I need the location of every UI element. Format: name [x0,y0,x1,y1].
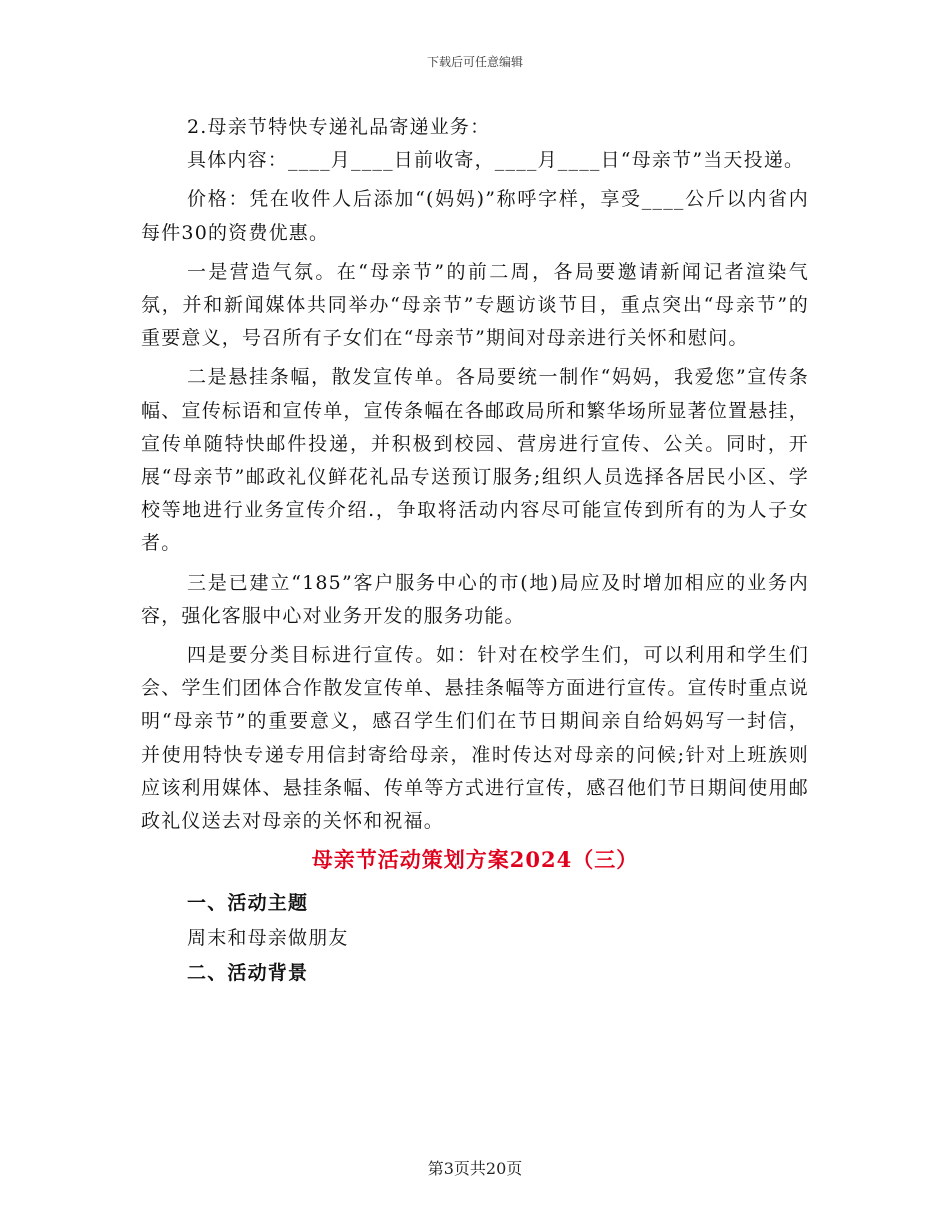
section-title: 母亲节活动策划方案2024（三） [311,847,639,873]
theme-text: 周末和母亲做朋友 [187,927,349,950]
heading-activity-theme: 一、活动主题 [187,892,309,915]
paragraph-atmosphere: 一是营造气氛。在“母亲节”的前二周，各局要邀请新闻记者渲染气氛，并和新闻媒体共同举办“母亲节”专题访谈节目，重点突出“母亲节”的重要意义，号召所有子女们在“母亲节”期间对母亲进行关怀和慰问。 [141,260,809,350]
page-footer: 第3页共20页 [427,1159,523,1178]
document-body [141,111,809,992]
paragraph-banners: 二是悬挂条幅，散发宣传单。各局要统一制作“妈妈，我爱您”宣传条幅、宣传标语和宣传单，宣传条幅在各邮政局所和繁华场所显著位置悬挂，宣传单随特快邮件投递，并积极到校园、营房进行宣传、公关。同时，开展“母亲节”邮政礼仪鲜花礼品专送预订服务;组织人员选择各居民小区、学校等地进行业务宣传介绍.，争取将活动内容尽可能宣传到所有的为人子女者。 [141,366,809,555]
paragraph-service-center: 三是已建立“185”客户服务中心的市(地)局应及时增加相应的业务内容，强化客服中心对业务开发的服务功能。 [141,571,809,627]
paragraph-targeted-promotion: 四是要分类目标进行宣传。如：针对在校学生们，可以利用和学生们会、学生们团体合作散发宣传单、悬挂条幅等方面进行宣传。宣传时重点说明“母亲节”的重要意义，感召学生们们在节日期间亲自给妈妈写一封信，并使用特快专递专用信封寄给母亲，准时传达对母亲的问候;针对上班族则应该利用媒体、悬挂条幅、传单等方式进行宣传，感召他们节日期间使用邮政礼仪送去对母亲的关怀和祝福。 [141,644,809,833]
paragraph-item-heading: 2.母亲节特快专递礼品寄递业务： [187,116,491,138]
paragraph-details: 具体内容：____月____日前收寄，____月____日“母亲节”当天投递。 [187,149,805,172]
heading-activity-background: 二、活动背景 [187,962,309,985]
page-header: 下载后可任意编辑 [426,55,523,69]
paragraph-price: 价格：凭在收件人后添加“(妈妈)”称呼字样，享受____公斤以内省内每件30的资费优惠。 [141,188,809,244]
